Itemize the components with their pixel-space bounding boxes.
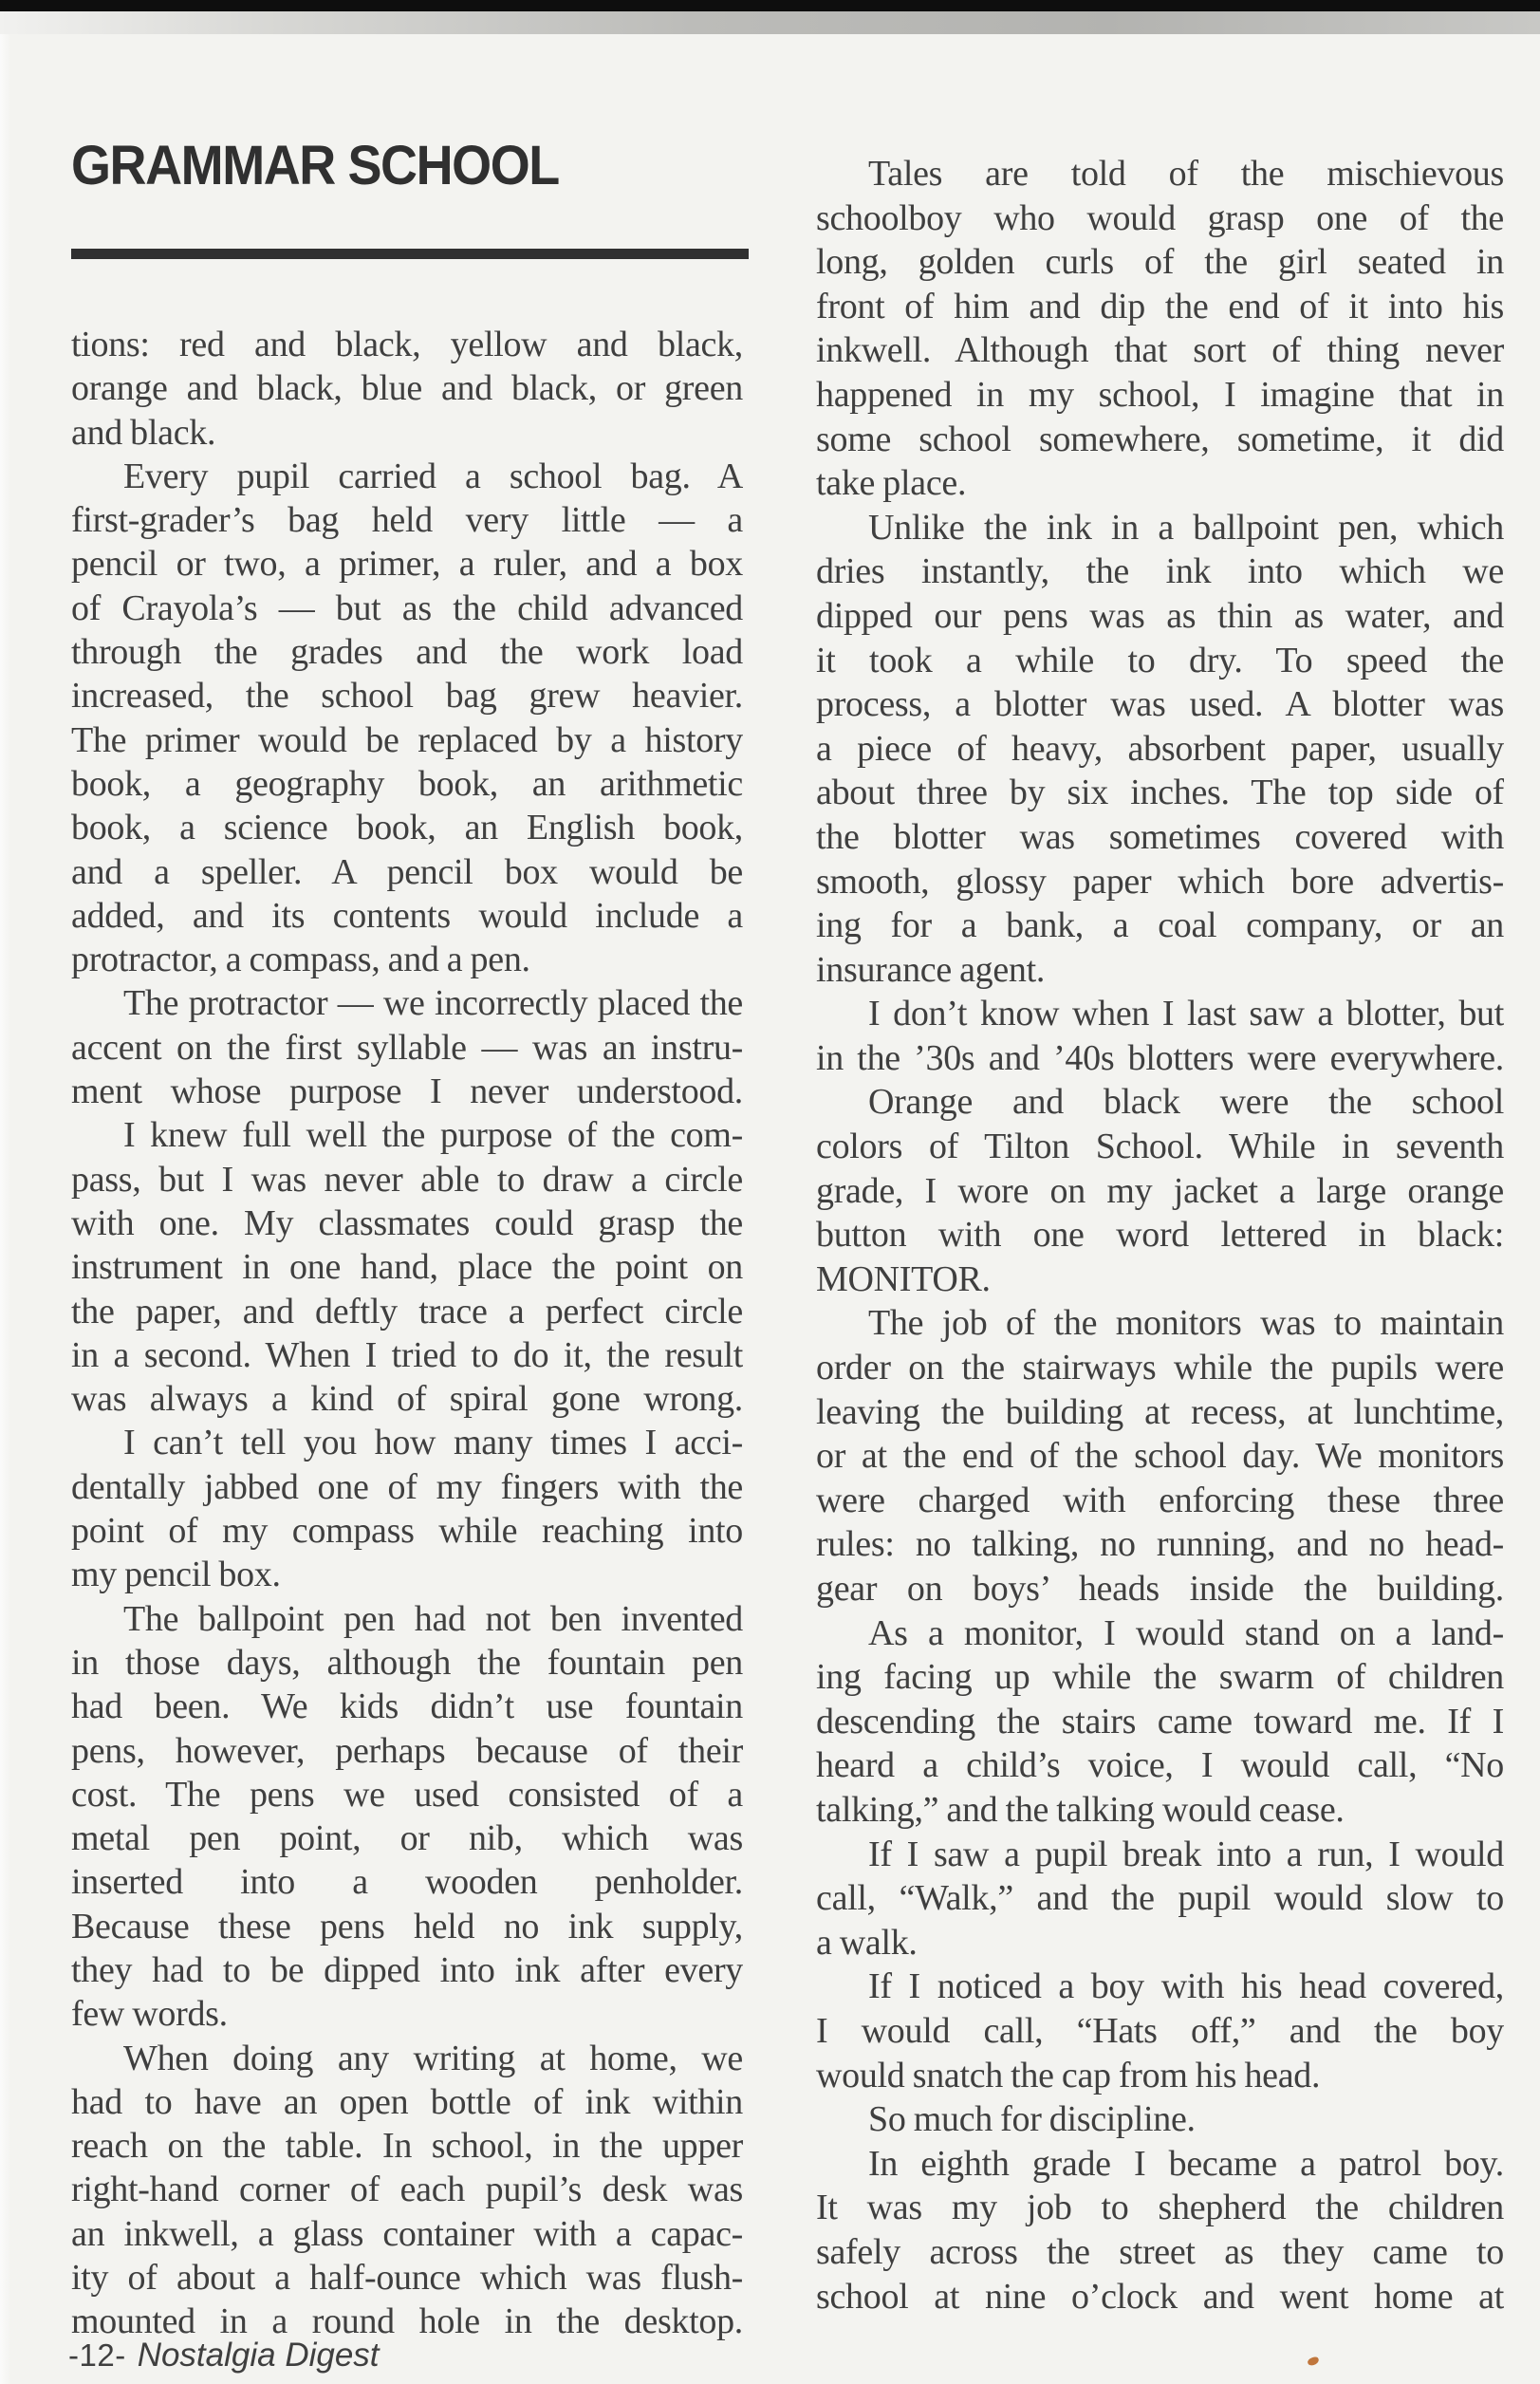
text-line: book, a geography book, an arithmetic (71, 763, 743, 804)
text-line: added, and its contents would include a (71, 895, 743, 936)
text-line: MONITOR. (816, 1258, 991, 1299)
text-line: process, a blotter was used. A blotter was (816, 684, 1504, 725)
text-line: descending the stairs came toward me. If I (816, 1701, 1504, 1741)
text-line: dipped our pens was as thin as water, and (816, 595, 1504, 636)
text-line: inserted into a wooden penholder. (71, 1862, 743, 1903)
text-line: protractor, a compass, and a pen. (71, 940, 530, 980)
text-line: or at the end of the school day. We monitors (816, 1436, 1504, 1477)
text-line: accent on the first syllable — was an instru- (71, 1027, 743, 1068)
text-line: inkwell. Although that sort of thing never (816, 330, 1504, 371)
text-line: pens, however, perhaps because of their (71, 1730, 743, 1771)
text-line: gear on boys’ heads inside the building. (816, 1569, 1504, 1609)
text-line: first-grader’s bag held very little — a (71, 500, 743, 541)
text-line: point of my compass while reaching into (71, 1511, 743, 1552)
text-line: through the grades and the work load (71, 632, 743, 673)
scan-speck (1307, 2356, 1320, 2366)
text-line: an inkwell, a glass container with a capac- (71, 2213, 743, 2254)
text-line: mounted in a round hole in the desktop. (71, 2301, 743, 2342)
text-line: insurance agent. (816, 949, 1046, 990)
page-title: GRAMMAR SCHOOL (71, 135, 559, 196)
text-line: right-hand corner of each pupil’s desk was (71, 2170, 743, 2210)
text-line: cost. The pens we used consisted of a (71, 1774, 743, 1815)
text-line: heard a child’s voice, I would call, “No (816, 1745, 1504, 1786)
text-line: In eighth grade I became a patrol boy. (868, 2143, 1504, 2184)
scan-edge-left (0, 34, 11, 2384)
text-line: happened in my school, I imagine that in (816, 374, 1504, 415)
text-line: ity of about a half-ounce which was flush- (71, 2258, 743, 2299)
text-line: dentally jabbed one of my fingers with the (71, 1466, 743, 1507)
text-line: had been. We kids didn’t use fountain (71, 1686, 743, 1727)
text-line: in the ’30s and ’40s blotters were everywhere. (816, 1037, 1504, 1078)
text-line: talking,” and the talking would cease. (816, 1789, 1345, 1830)
text-line: the blotter was sometimes covered with (816, 816, 1504, 857)
text-line: instrument in one hand, place the point on (71, 1247, 743, 1288)
text-line: would snatch the cap from his head. (816, 2055, 1321, 2095)
text-line: Unlike the ink in a ballpoint pen, which (868, 507, 1504, 548)
text-line: Tales are told of the mischievous (868, 154, 1504, 194)
text-line: pencil or two, a primer, a ruler, and a box (71, 544, 743, 585)
text-line: button with one word lettered in black: (816, 1215, 1504, 1256)
text-line: safely across the street as they came to (816, 2231, 1504, 2272)
text-line: the paper, and deftly trace a perfect circle (71, 1291, 743, 1332)
text-line: long, golden curls of the girl seated in (816, 242, 1504, 283)
text-line: ing for a bank, a coal company, or an (816, 905, 1504, 946)
text-line: was always a kind of spiral gone wrong. (71, 1379, 743, 1420)
text-line: The ballpoint pen had not ben invented (123, 1598, 743, 1639)
text-line: leaving the building at recess, at lunchtime, (816, 1391, 1504, 1432)
text-line: Because these pens held no ink supply, (71, 1906, 743, 1946)
text-line: ment whose purpose I never understood. (71, 1071, 743, 1112)
text-line: in a second. When I tried to do it, the result (71, 1334, 743, 1375)
text-line: rules: no talking, no running, and no head- (816, 1524, 1504, 1565)
text-line: and black. (71, 412, 216, 453)
text-line: book, a science book, an English book, (71, 808, 743, 848)
text-line: grade, I wore on my jacket a large orange (816, 1170, 1504, 1211)
text-line: schoolboy who would grasp one of the (816, 197, 1504, 238)
text-line: I would call, “Hats off,” and the boy (816, 2010, 1504, 2051)
text-line: front of him and dip the end of it into his (816, 286, 1504, 326)
title-rule (71, 249, 749, 259)
text-line: my pencil box. (71, 1555, 281, 1595)
text-line: As a monitor, I would stand on a land- (868, 1612, 1504, 1653)
text-line: colors of Tilton School. While in seventh (816, 1127, 1504, 1167)
text-line: a walk. (816, 1922, 918, 1963)
text-line: If I saw a pupil break into a run, I would (868, 1834, 1504, 1874)
text-line: tions: red and black, yellow and black, (71, 325, 743, 364)
text-line: Orange and black were the school (868, 1082, 1504, 1123)
page-number: -12- (68, 2337, 126, 2373)
text-line: about three by six inches. The top side of (816, 773, 1504, 813)
scan-edge-top (0, 0, 1540, 11)
text-line: dries instantly, the ink into which we (816, 551, 1504, 592)
text-line: I knew full well the purpose of the com- (123, 1115, 743, 1156)
text-line: had to have an open bottle of ink within (71, 2081, 743, 2122)
text-line: in those days, although the fountain pen (71, 1642, 743, 1683)
page-footer (68, 2337, 380, 2375)
text-line: few words. (71, 1994, 228, 2035)
text-line: orange and black, blue and black, or green (71, 368, 743, 409)
text-line: I can’t tell you how many times I acci- (123, 1423, 743, 1463)
text-line: order on the stairways while the pupils were (816, 1348, 1504, 1388)
right-column (816, 152, 1504, 2319)
text-line: call, “Walk,” and the pupil would slow to (816, 1878, 1504, 1919)
text-line: they had to be dipped into ink after every (71, 1949, 743, 1990)
text-line: So much for discipline. (868, 2099, 1196, 2140)
text-line: it took a while to dry. To speed the (816, 640, 1504, 680)
left-column (71, 323, 743, 2344)
text-line: ing facing up while the swarm of children (816, 1657, 1504, 1698)
text-line: It was my job to shepherd the children (816, 2188, 1504, 2228)
text-line: I don’t know when I last saw a blotter, but (868, 994, 1504, 1034)
text-line: reach on the table. In school, in the upper (71, 2126, 743, 2167)
text-line: smooth, glossy paper which bore advertis- (816, 861, 1504, 902)
text-line: of Crayola’s — but as the child advanced (71, 587, 743, 628)
text-line: pass, but I was never able to draw a circle (71, 1159, 743, 1200)
text-line: The primer would be replaced by a history (71, 719, 743, 760)
text-line: When doing any writing at home, we (123, 2038, 743, 2078)
text-line: If I noticed a boy with his head covered, (868, 1966, 1504, 2007)
text-line: Every pupil carried a school bag. A (123, 456, 743, 496)
text-line: take place. (816, 463, 967, 504)
text-line: school at nine o’clock and went home at (816, 2276, 1504, 2317)
text-line: metal pen point, or nib, which was (71, 1818, 743, 1859)
text-line: increased, the school bag grew heavier. (71, 676, 743, 717)
text-line: The job of the monitors was to maintain (868, 1303, 1504, 1344)
publication-name: Nostalgia Digest (137, 2337, 380, 2374)
text-line: were charged with enforcing these three (816, 1480, 1504, 1520)
text-line: with one. My classmates could grasp the (71, 1202, 743, 1243)
scan-edge-shadow (0, 11, 1540, 34)
text-line: The protractor — we incorrectly placed the (123, 983, 743, 1024)
text-line: some school somewhere, sometime, it did (816, 419, 1504, 459)
text-line: and a speller. A pencil box would be (71, 851, 743, 892)
text-line: a piece of heavy, absorbent paper, usually (816, 728, 1504, 769)
